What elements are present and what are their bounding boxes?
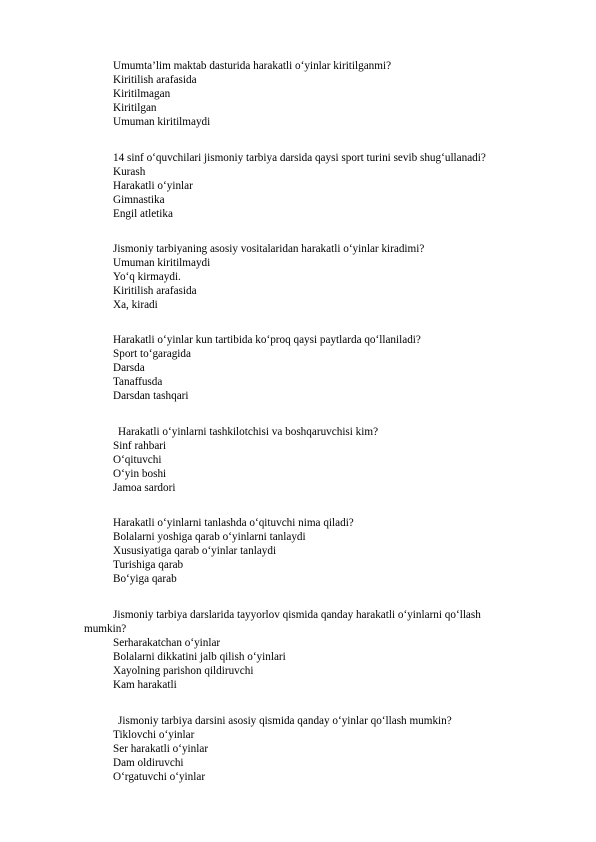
answer-option: Xususiyatiga qarab o‘yinlar tanlaydi	[113, 545, 277, 557]
answer-option: Umuman kiritilmaydi	[113, 257, 211, 269]
answer-option: Darsda	[113, 362, 145, 374]
answer-option: Kiritilish arafasida	[113, 285, 197, 297]
answer-option: Kiritilmagan	[113, 88, 171, 100]
answer-option: Engil atletika	[113, 208, 173, 220]
answer-option: Darsdan tashqari	[113, 390, 189, 402]
answer-option: Kiritilgan	[113, 102, 157, 114]
answer-option: Kurash	[113, 166, 146, 178]
answer-option: Sinf rahbari	[113, 440, 167, 452]
answer-option: Kam harakatli	[113, 679, 177, 691]
answer-option: O‘rgatuvchi o‘yinlar	[113, 771, 206, 783]
answer-option: Bo‘yiga qarab	[113, 573, 177, 585]
answer-option: Sport to‘garagida	[113, 348, 191, 360]
answer-option: Xa, kiradi	[113, 299, 158, 311]
answer-option: O‘yin boshi	[113, 468, 167, 480]
answer-option: Jamoa sardori	[113, 482, 176, 494]
question-stem: Harakatli o‘yinlarni tanlashda o‘qituvchi nima qiladi?	[113, 517, 354, 529]
question-stem: Harakatli o‘yinlar kun tartibida ko‘proq qaysi paytlarda qo‘llaniladi?	[113, 334, 421, 346]
answer-option: Yo‘q kirmaydi.	[113, 271, 181, 283]
answer-option: Serharakatchan o‘yinlar	[113, 637, 221, 649]
answer-option: Bolalarni dikkatini jalb qilish o‘yinlari	[113, 651, 286, 663]
question-stem: Jismoniy tarbiyaning asosiy vositalaridan harakatli o‘yinlar kiradimi?	[113, 243, 425, 255]
answer-option: Ser harakatli o‘yinlar	[113, 743, 209, 755]
answer-option: O‘qituvchi	[113, 454, 162, 466]
question-stem: Jismoniy tarbiya darsini asosiy qismida qanday o‘yinlar qo‘llash mumkin?	[118, 715, 452, 727]
answer-option: Harakatli o‘yinlar	[113, 180, 193, 192]
question-stem-continuation: mumkin?	[84, 623, 127, 635]
answer-option: Gimnastika	[113, 194, 165, 206]
answer-option: Tiklovchi o‘yinlar	[113, 729, 195, 741]
question-stem: Harakatli o‘yinlarni tashkilotchisi va boshqaruvchisi kim?	[118, 426, 379, 438]
answer-option: Bolalarni yoshiga qarab o‘yinlarni tanlaydi	[113, 531, 306, 543]
question-stem: 14 sinf o‘quvchilari jismoniy tarbiya darsida qaysi sport turini sevib shug‘ullanadi?	[113, 152, 486, 164]
answer-option: Turishiga qarab	[113, 559, 184, 571]
answer-option: Kiritilish arafasida	[113, 74, 197, 86]
answer-option: Xayolning parishon qildiruvchi	[113, 665, 254, 677]
answer-option: Umuman kiritilmaydi	[113, 116, 211, 128]
answer-option: Dam oldiruvchi	[113, 757, 184, 769]
question-stem: Umumta’lim maktab dasturida harakatli o‘yinlar kiritilganmi?	[113, 60, 392, 72]
answer-option: Tanaffusda	[113, 376, 163, 388]
question-stem: Jismoniy tarbiya darslarida tayyorlov qismida qanday harakatli o‘yinlarni qo‘llash	[113, 609, 481, 621]
